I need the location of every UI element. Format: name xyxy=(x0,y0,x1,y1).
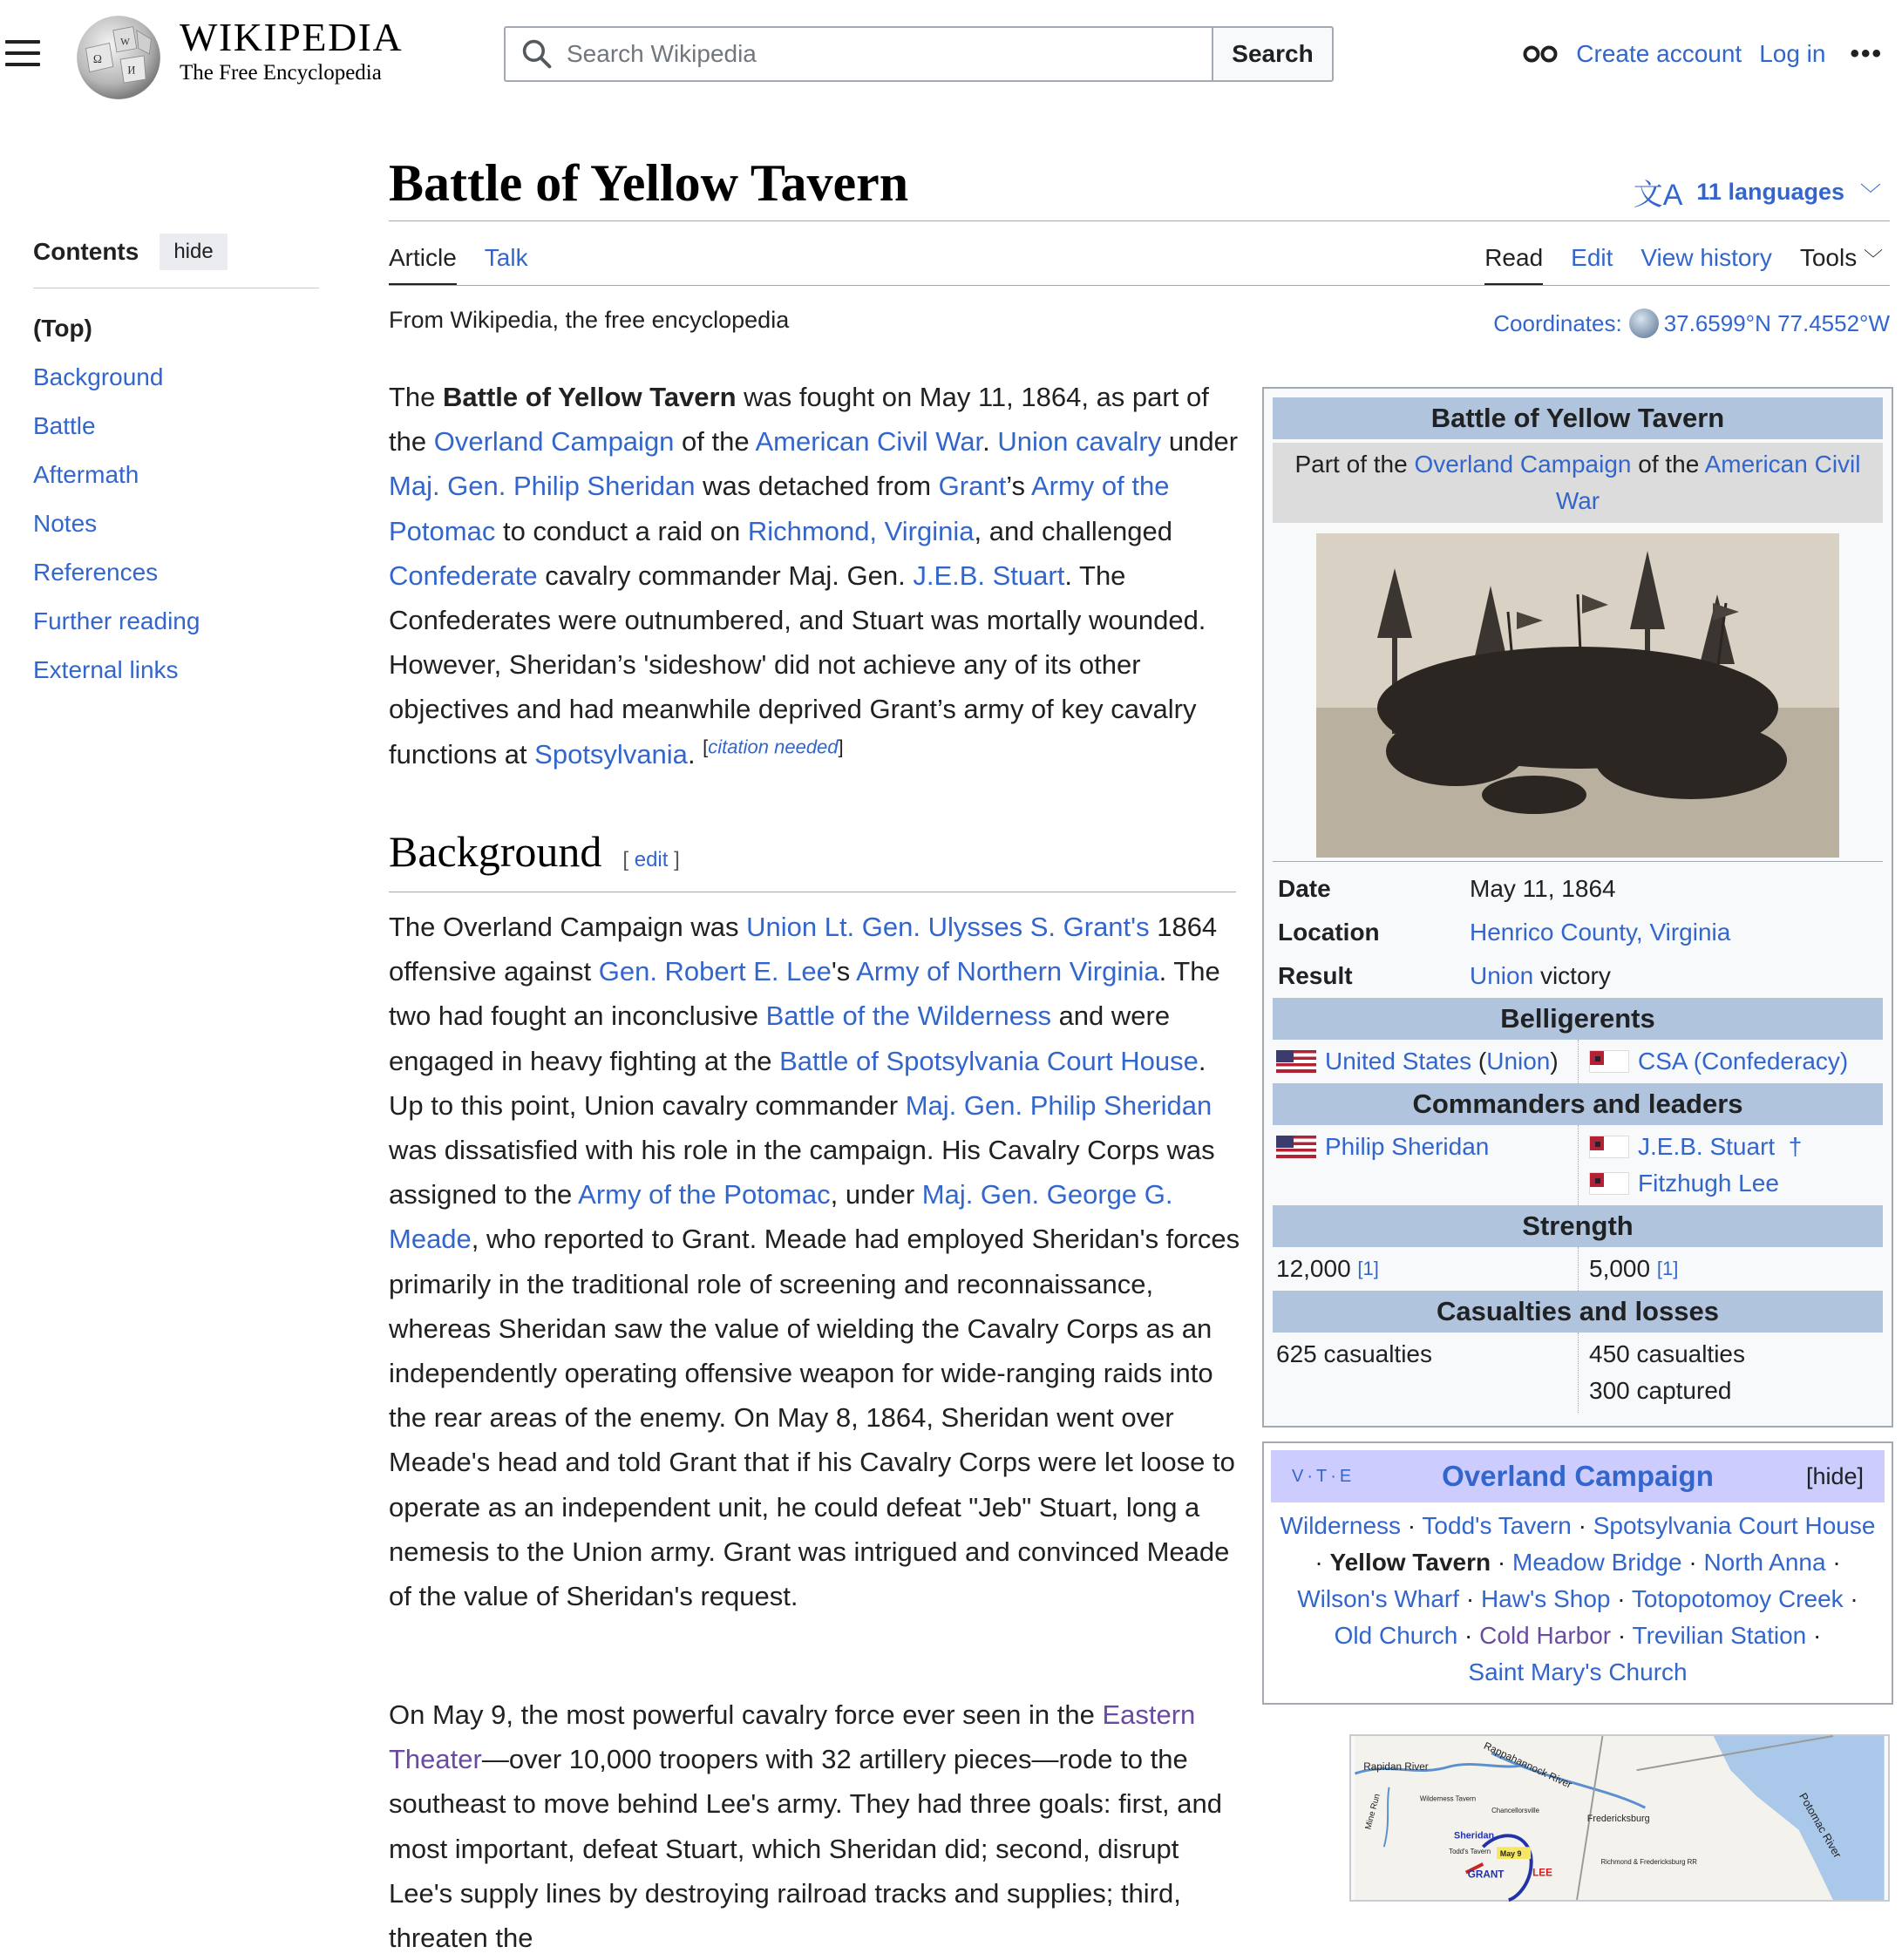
coordinates-label[interactable]: Coordinates: xyxy=(1493,309,1622,336)
union-casualties: 625 casualties xyxy=(1276,1340,1433,1367)
coordinates xyxy=(1493,309,1890,338)
tabs-divider xyxy=(389,285,1890,286)
result-text: victory xyxy=(1539,962,1611,989)
navbox-item[interactable]: Meadow Bridge xyxy=(1512,1549,1682,1576)
tab-article[interactable]: Article xyxy=(389,241,457,286)
confederate-captured: 300 captured xyxy=(1589,1377,1732,1404)
toc-item-battle[interactable]: Battle xyxy=(33,412,96,439)
tools-label: Tools xyxy=(1799,244,1858,271)
casualties-header: Casualties and losses xyxy=(1273,1291,1883,1333)
link-spotsylvania[interactable]: Spotsylvania xyxy=(534,738,688,770)
tab-tools[interactable] xyxy=(1800,241,1883,286)
commanders-row xyxy=(1273,1125,1883,1205)
tab-view-history[interactable]: View history xyxy=(1640,244,1772,271)
view-tabs xyxy=(1457,241,1883,286)
lead-paragraph: The Battle of Yellow Tavern was fought on May 11, 1864, as part of the Overland Campaign of the American Civil War. Union cavalry under Maj. Gen. Philip Sheridan was detached from Grant’s Army of the Potomac to conduct a raid on Richmond, Virginia, and challenged Confederate cavalry commander Maj. Gen. J.E.B. Stuart. The Confederates were outnumbered, and Stuart was mortally wounded. However, Sheridan’s 'sideshow' did not achieve any of its other objectives and had meanwhile deprived Grant’s army of key cavalry functions at Spotsylvania. [citation needed] xyxy=(389,382,1239,770)
main-menu-button[interactable] xyxy=(5,40,40,70)
infobox-part-of xyxy=(1273,443,1883,523)
link-eastern-theater[interactable]: Eastern Theater xyxy=(389,1699,1196,1775)
svg-text:И: И xyxy=(127,64,136,77)
strength-row: 12,000 [1] 5,000 [1] xyxy=(1273,1247,1883,1291)
page-title: Battle of Yellow Tavern xyxy=(389,154,909,212)
union-strength: 12,000 xyxy=(1276,1255,1351,1282)
search-form xyxy=(504,26,1334,82)
infobox-title: Battle of Yellow Tavern xyxy=(1273,397,1883,439)
navbox-item[interactable]: Trevilian Station xyxy=(1632,1622,1807,1649)
background-paragraph-1: The Overland Campaign was Union Lt. Gen. Ulysses S. Grant's 1864 offensive against Gen. Robert E. Lee's Army of Northern Virginia. The two had fought an inconclusive Battle of the Wilderness and were engaged in heavy fighting at the Battle of Spotsylvania Court House. Up to this point, Union cavalry commander Maj. Gen. Philip Sheridan was dissatisfied with his role in the campaign. His Cavalry Corps was assigned to the Army of the Potomac, under Maj. Gen. George G. Meade, who reported to Grant. Meade had employed Sheridan's forces primarily in the traditional role of screening and reconnaissance, whereas Sheridan saw the value of wielding the Cavalry Corps as an independently operating offensive weapon for wide-ranging raids into the rear areas of the enemy. On May 8, 1864, Sheridan went over Meade's head and told Grant that if his Cavalry Corps were let loose to operate as an independent unit, he could defeat "Jeb" Stuart, long a nemesis to the Union army. Grant was intrigued and convinced Meade of the value of Sheridan's request. xyxy=(389,912,1240,1612)
link-army-potomac-2[interactable]: Army of the Potomac xyxy=(578,1179,831,1211)
language-button[interactable] xyxy=(1634,171,1881,214)
coordinates-value[interactable]: 37.6599°N 77.4552°W xyxy=(1663,309,1890,336)
namespace-tabs xyxy=(389,241,556,286)
create-account-link[interactable]: Create account xyxy=(1576,40,1742,67)
navbox-item[interactable]: Saint Mary's Church xyxy=(1468,1658,1688,1685)
part-of-prefix: Part of the xyxy=(1294,451,1408,478)
chevron-down-icon: ﹀ xyxy=(1863,248,1883,270)
navbox-title[interactable]: Overland Campaign xyxy=(1442,1460,1714,1492)
csa-flag-icon xyxy=(1589,1172,1629,1195)
infobox-row-date xyxy=(1273,867,1883,911)
link-overland-campaign[interactable]: Overland Campaign xyxy=(433,426,675,458)
belligerents-row: United States ( Union ) CSA (Confederacy) xyxy=(1273,1040,1883,1083)
map-label: LEE xyxy=(1532,1867,1552,1879)
map-label: Rappahannock River xyxy=(1482,1740,1574,1791)
map-label: Richmond & Fredericksburg RR xyxy=(1600,1857,1697,1866)
language-count: 11 languages xyxy=(1696,179,1844,205)
link-richmond[interactable]: Richmond, Virginia xyxy=(747,515,975,546)
navbox-hide-toggle[interactable]: [hide] xyxy=(1805,1462,1864,1489)
tab-talk[interactable]: Talk xyxy=(484,244,528,271)
link-battle-wilderness[interactable]: Battle of the Wilderness xyxy=(765,1000,1051,1032)
navbox-vte-links[interactable]: V·T·E xyxy=(1292,1466,1355,1486)
csa-flag-icon xyxy=(1589,1136,1629,1158)
section-heading-background xyxy=(389,826,1236,892)
map-label: Rapidan River xyxy=(1363,1761,1429,1773)
strength-header: Strength xyxy=(1273,1205,1883,1247)
translate-icon: 文A xyxy=(1633,179,1683,212)
link-grant-full[interactable]: Union Lt. Gen. Ulysses S. Grant's xyxy=(746,912,1150,942)
toc-hide-button[interactable]: hide xyxy=(160,234,227,270)
link-confederate[interactable]: Confederate xyxy=(389,560,538,591)
part-of-mid: of the xyxy=(1638,451,1700,478)
map-label: Sheridan xyxy=(1454,1830,1495,1841)
search-icon xyxy=(521,38,553,70)
link-lee[interactable]: Gen. Robert E. Lee xyxy=(598,956,832,987)
temporary-account-icon[interactable] xyxy=(1522,44,1559,64)
toc-item-background[interactable]: Background xyxy=(33,363,164,390)
log-in-link[interactable]: Log in xyxy=(1759,40,1826,67)
section-edit-link[interactable]: [ edit ] xyxy=(622,848,680,871)
navbox-item-current: Yellow Tavern xyxy=(1329,1549,1491,1576)
search-box[interactable] xyxy=(504,26,1212,82)
casualties-row xyxy=(1273,1333,1883,1413)
navbox-overland-campaign xyxy=(1262,1441,1893,1705)
map-label: Potomac River xyxy=(1797,1790,1844,1861)
wikipedia-globe-logo[interactable] xyxy=(73,12,164,103)
navbox-item[interactable]: Todd's Tavern xyxy=(1422,1512,1572,1539)
toc-item-further-reading[interactable]: Further reading xyxy=(33,607,200,634)
toc-item-references[interactable]: References xyxy=(33,559,159,586)
citation-needed[interactable]: [citation needed] xyxy=(703,736,844,758)
toc-title: Contents xyxy=(33,238,139,265)
navbox-item[interactable]: Wilderness xyxy=(1280,1512,1402,1539)
commanders-header: Commanders and leaders xyxy=(1273,1083,1883,1125)
navbox-item[interactable]: Totopotomoy Creek xyxy=(1631,1585,1844,1612)
wikipedia-wordmark[interactable] xyxy=(180,16,403,85)
section-title: Background xyxy=(389,827,602,876)
toc-list xyxy=(33,304,319,695)
link-grant[interactable]: Grant xyxy=(938,471,1007,502)
result-label: Result xyxy=(1278,962,1353,989)
svg-text:W: W xyxy=(120,37,130,48)
confederate-strength: 5,000 xyxy=(1589,1255,1651,1282)
link-csa[interactable]: CSA (Confederacy) xyxy=(1638,1048,1849,1075)
tab-read[interactable]: Read xyxy=(1484,241,1543,286)
link-fitzhugh-lee[interactable]: Fitzhugh Lee xyxy=(1638,1170,1779,1197)
site-header xyxy=(0,0,1902,113)
toc-item-top[interactable]: (Top) xyxy=(33,315,92,342)
link-overland-campaign-ib[interactable]: Overland Campaign xyxy=(1414,451,1632,478)
link-jeb-stuart[interactable]: J.E.B. Stuart xyxy=(913,560,1065,591)
navbox-item[interactable]: North Anna xyxy=(1703,1549,1826,1576)
user-tools xyxy=(1505,35,1883,73)
belligerents-header: Belligerents xyxy=(1273,998,1883,1040)
site-tagline: From Wikipedia, the free encyclopedia xyxy=(389,307,790,333)
link-american-civil-war-ib[interactable]: American Civil War xyxy=(1555,451,1861,514)
csa-flag-icon xyxy=(1589,1050,1629,1073)
date-value: May 11, 1864 xyxy=(1470,875,1616,902)
killed-in-action-dagger[interactable]: † xyxy=(1788,1133,1803,1160)
result-value xyxy=(1470,962,1611,990)
navbox-item[interactable]: Cold Harbor xyxy=(1479,1622,1612,1649)
link-union[interactable]: Union xyxy=(1486,1048,1551,1075)
campaign-map-image[interactable] xyxy=(1349,1734,1890,1902)
link-sheridan-2[interactable]: Maj. Gen. Philip Sheridan xyxy=(905,1089,1213,1121)
svg-text:Ω: Ω xyxy=(92,52,102,66)
link-union-cavalry[interactable]: Union cavalry xyxy=(997,426,1162,458)
link-united-states[interactable]: United States xyxy=(1325,1048,1472,1075)
wordmark-title: WIKIPEDIA xyxy=(180,15,404,59)
navbox-header xyxy=(1271,1450,1885,1502)
map-label: Wilderness Tavern xyxy=(1419,1794,1477,1803)
map-label: Mine Run xyxy=(1363,1793,1382,1831)
wordmark-tagline: The Free Encyclopedia xyxy=(180,61,382,85)
toc-item-external-links[interactable]: External links xyxy=(33,656,179,683)
link-sheridan[interactable]: Maj. Gen. Philip Sheridan xyxy=(389,471,696,502)
toc-header xyxy=(33,234,319,288)
infobox-details xyxy=(1273,861,1883,998)
infobox-row-result xyxy=(1273,954,1883,998)
map-label: Todd's Tavern xyxy=(1449,1848,1491,1856)
map-label: Chancellorsville xyxy=(1491,1807,1539,1815)
location-link[interactable]: Henrico County, Virginia xyxy=(1470,919,1731,946)
link-army-northern-virginia[interactable]: Army of Northern Virginia xyxy=(856,956,1159,987)
navbox-item[interactable]: Haw's Shop xyxy=(1480,1585,1611,1612)
link-american-civil-war[interactable]: American Civil War xyxy=(755,426,983,458)
toc-item-aftermath[interactable]: Aftermath xyxy=(33,461,139,488)
background-paragraph-2: On May 9, the most powerful cavalry force ever seen in the Eastern Theater—over 10,000 troopers with 32 artillery pieces—rode to the southeast to move behind Lee's army. They had three goals: first, and most important, defeat Stuart, which Sheridan did; second, disrupt Lee's supply lines by destroying railroad tracks and supplies; third, threaten the xyxy=(389,1699,1222,1954)
more-options-icon[interactable]: ••• xyxy=(1850,39,1883,68)
search-button[interactable]: Search xyxy=(1212,26,1334,82)
location-label: Location xyxy=(1278,919,1380,946)
navbox-item[interactable]: Spotsylvania Court House xyxy=(1593,1512,1876,1539)
map-label: May 9 xyxy=(1499,1849,1522,1859)
result-link[interactable]: Union xyxy=(1470,962,1534,989)
chevron-down-icon: ﹀ xyxy=(1860,183,1881,207)
tab-edit[interactable]: Edit xyxy=(1571,244,1613,271)
link-philip-sheridan[interactable]: Philip Sheridan xyxy=(1325,1133,1490,1160)
map-label: GRANT xyxy=(1467,1868,1505,1881)
navbox-item[interactable]: Wilson's Wharf xyxy=(1297,1585,1460,1612)
date-label: Date xyxy=(1278,875,1331,902)
globe-icon[interactable] xyxy=(1629,309,1659,338)
link-jeb-stuart-ib[interactable]: J.E.B. Stuart xyxy=(1638,1133,1776,1160)
search-input[interactable] xyxy=(567,40,1177,68)
link-army-of-the-potomac[interactable]: Army of the Potomac xyxy=(389,471,1170,546)
toc-item-notes[interactable]: Notes xyxy=(33,510,98,537)
navbox-item[interactable]: Old Church xyxy=(1334,1622,1458,1649)
us-flag-icon xyxy=(1276,1136,1316,1158)
infobox xyxy=(1262,387,1893,1428)
map-label: Fredericksburg xyxy=(1586,1813,1650,1824)
navbox-list: Wilderness · Todd's Tavern · Spotsylvania Court House · Yellow Tavern · Meadow Bridge · North Anna · Wilson's Wharf · Haw's Shop · Totopotomoy Creek · Old Church · Cold Harbor · Trevilian Station · Saint Mary's Church xyxy=(1280,1512,1876,1685)
us-flag-icon xyxy=(1276,1050,1316,1073)
infobox-row-location xyxy=(1273,911,1883,954)
link-battle-spotsylvania[interactable]: Battle of Spotsylvania Court House xyxy=(779,1045,1199,1076)
title-divider xyxy=(389,220,1890,221)
link-meade[interactable]: Maj. Gen. George G. Meade xyxy=(389,1179,1173,1255)
battle-painting-image[interactable] xyxy=(1316,533,1839,858)
table-of-contents xyxy=(33,234,319,695)
confederate-casualties: 450 casualties xyxy=(1589,1340,1746,1367)
